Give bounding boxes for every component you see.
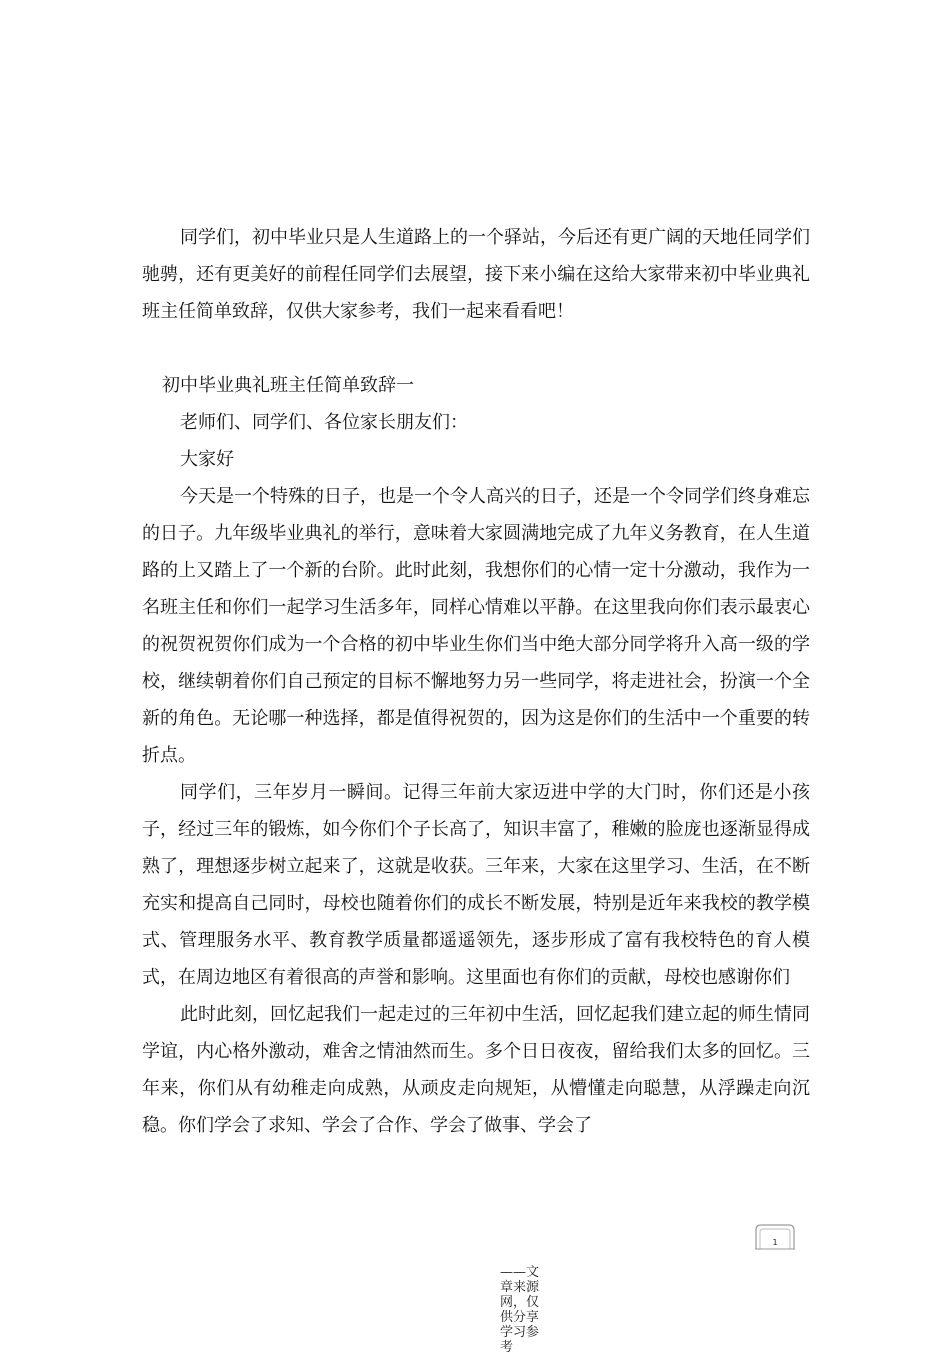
greeting: 大家好 — [180, 449, 234, 470]
body-paragraph: 今天是一个特殊的日子，也是一个令人高兴的日子，还是一个令同学们终身难忘的日子。九年级毕业典礼的举行，意味着大家圆满地完成了九年义务教育，在人生道路的上又踏上了一个新的台阶。此时此刻，我想你们的心情一定十分激动，我作为一名班主任和你们一起学习生活多年，同样心情难以平静。在这里我向你们表示最衷心的祝贺祝贺你们成为一个合格的初中毕业生你们当中绝大部分同学将升入高一级的学校，继续朝着你们自己预定的目标不懈地努力另一些同学，将走进社会，扮演一个全新的角色。无论哪一种选择，都是值得祝贺的，因为这是你们的生活中一个重要的转折点。 — [142, 486, 810, 766]
page-number-badge — [754, 1222, 796, 1250]
body-paragraph: 同学们，三年岁月一瞬间。记得三年前大家迈进中学的大门时，你们还是小孩子，经过三年的锻炼，如今你们个子长高了，知识丰富了，稚嫩的脸庞也逐渐显得成熟了，理想逐步树立起来了，这就是收获。三年来，大家在这里学习、生活，在不断充实和提高自己同时，母校也随着你们的成长不断发展，特别是近年来我校的教学模式、管理服务水平、教育教学质量都遥遥领先，逐步形成了富有我校特色的育人模式，在周边地区有着很高的声誉和影响。这里面也有你们的贡献，母校也感谢你们 — [142, 782, 810, 988]
document-body — [142, 219, 810, 1144]
intro-paragraph: 同学们，初中毕业只是人生道路上的一个驿站，今后还有更广阔的天地任同学们驰骋，还有更美好的前程任同学们去展望，接下来小编在这给大家带来初中毕业典礼班主任简单致辞，仅供大家参考，我们一起来看看吧！ — [142, 227, 810, 322]
page-number: 1 — [772, 1238, 778, 1247]
salutation: 老师们、同学们、各位家长朋友们： — [180, 412, 468, 433]
body-paragraph: 此时此刻，回忆起我们一起走过的三年初中生活，回忆起我们建立起的师生情同学谊，内心格外激动，难舍之情油然而生。多个日日夜夜，留给我们太多的回忆。三年来，你们从有幼稚走向成熟，从顽皮走向规矩，从懵懂走向聪慧，从浮躁走向沉稳。你们学会了求知、学会了合作、学会了做事、学会了 — [142, 1004, 810, 1136]
section-title: 初中毕业典礼班主任简单致辞一 — [162, 375, 414, 396]
source-note: ——文章来源网，仅供分享学习参考 — [500, 1265, 540, 1355]
